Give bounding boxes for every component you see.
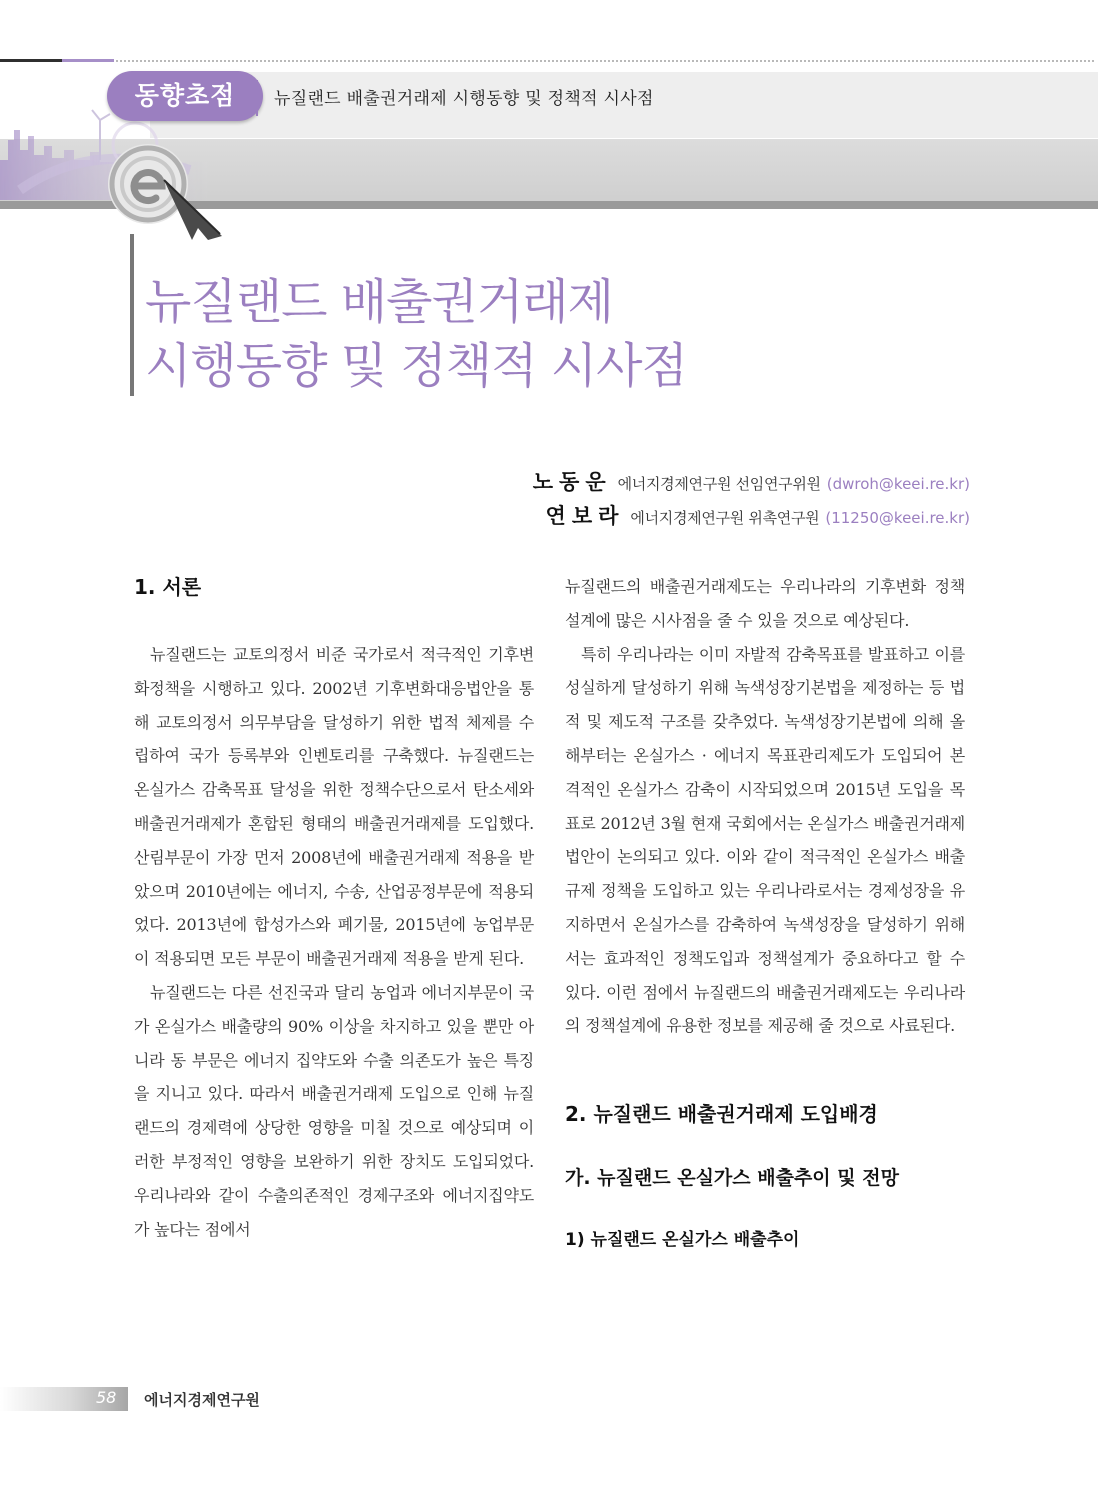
page-number: 58 — [96, 1388, 117, 1407]
section-1-paragraph-2-continued: 뉴질랜드의 배출권거래제도는 우리나라의 기후변화 정책설계에 많은 시사점을 줄 수 있을 것으로 예상된다. — [565, 577, 965, 630]
title-accent-bar — [130, 234, 134, 396]
left-column — [134, 570, 534, 1246]
footer-organization: 에너지경제연구원 — [144, 1391, 260, 1409]
section-1-heading: 1. 서론 — [134, 575, 202, 599]
tag-separator — [256, 80, 258, 116]
title-line-1: 뉴질랜드 배출권거래제 — [145, 274, 613, 330]
section-2a-heading: 가. 뉴질랜드 온실가스 배출추이 및 전망 — [565, 1167, 899, 1190]
header-dotted-rule — [116, 60, 1094, 62]
author-list — [533, 465, 970, 533]
author-email: (dwroh@keei.re.kr) — [826, 475, 970, 493]
running-header: 뉴질랜드 배출권거래제 시행동향 및 정책적 시사점 — [274, 89, 654, 109]
section-1-paragraph-2: 뉴질랜드는 다른 선진국과 달리 농업과 에너지부문이 국가 온실가스 배출량의 90% 이상을 차지하고 있을 뿐만 아니라 동 부문은 에너지 집약도와 수출 의존도가 높은 특징을 지니고 있다. 따라서 배출권거래제 도입으로 인해 뉴질랜드의 경제력에 상당한 영향을 미칠 것으로 예상되며 이러한 부정적인 영향을 보완하기 위한 장치도 도입되었다. 우리나라와 같이 수출의존적인 경제구조와 에너지집약도가 높다는 점에서 — [134, 982, 534, 1239]
title-line-2: 시행동향 및 정책적 시사점 — [145, 338, 687, 394]
author-name: 연보라 — [545, 504, 625, 528]
author-affiliation: 에너지경제연구원 선임연구위원 — [617, 475, 821, 493]
right-column — [565, 570, 965, 1255]
section-tag: 동향초점 — [107, 71, 263, 121]
author-entry — [533, 499, 970, 533]
section-1-paragraph-1: 뉴질랜드는 교토의정서 비준 국가로서 적극적인 기후변화정책을 시행하고 있다. 2002년 기후변화대응법안을 통해 교토의정서 의무부담을 달성하기 위한 법적 체제를 수립하여 국가 등록부와 인벤토리를 구축했다. 뉴질랜드는 온실가스 감축목표 달성을 위한 정책수단으로서 탄소세와 배출권거래제가 혼합된 형태의 배출권거래제를 도입했다. 산림부문이 가장 먼저 2008년에 배출권거래제 적용을 받았으며 2010년에는 에너지, 수송, 산업공정부문에 적용되었다. 2013년에 합성가스와 폐기물, 2015년에 농업부문이 적용되면 모든 부문이 배출권거래제 적용을 받게 된다. — [134, 645, 534, 969]
header-rule-dark — [0, 59, 62, 62]
e-logo-icon — [100, 140, 240, 244]
header-rule-accent — [62, 59, 114, 62]
section-2a1-heading: 1) 뉴질랜드 온실가스 배출추이 — [565, 1230, 800, 1251]
author-affiliation: 에너지경제연구원 위촉연구원 — [630, 509, 820, 527]
author-name: 노동운 — [532, 470, 612, 494]
author-email: (11250@keei.re.kr) — [825, 509, 970, 527]
section-2-heading: 2. 뉴질랜드 배출권거래제 도입배경 — [565, 1102, 878, 1127]
author-entry — [533, 465, 970, 499]
section-1-paragraph-3: 특히 우리나라는 이미 자발적 감축목표를 발표하고 이를 성실하게 달성하기 위해 녹색성장기본법을 제정하는 등 법적 및 제도적 구조를 갖추었다. 녹색성장기본법에 의해 올해부터는 온실가스 · 에너지 목표관리제도가 도입되어 본격적인 온실가스 감축이 시작되었으며 2015년 도입을 목표로 2012년 3월 현재 국회에서는 온실가스 배출권거래제 법안이 논의되고 있다. 이와 같이 적극적인 온실가스 배출규제 정책을 도입하고 있는 우리나라로서는 경제성장을 유지하면서 온실가스를 감축하여 녹색성장을 달성하기 위해서는 효과적인 정책도입과 정책설계가 중요하다고 할 수 있다. 이런 점에서 뉴질랜드의 배출권거래제도는 우리나라의 정책설계에 유용한 정보를 제공해 줄 것으로 사료된다. — [565, 644, 965, 1036]
article-title — [145, 270, 687, 398]
